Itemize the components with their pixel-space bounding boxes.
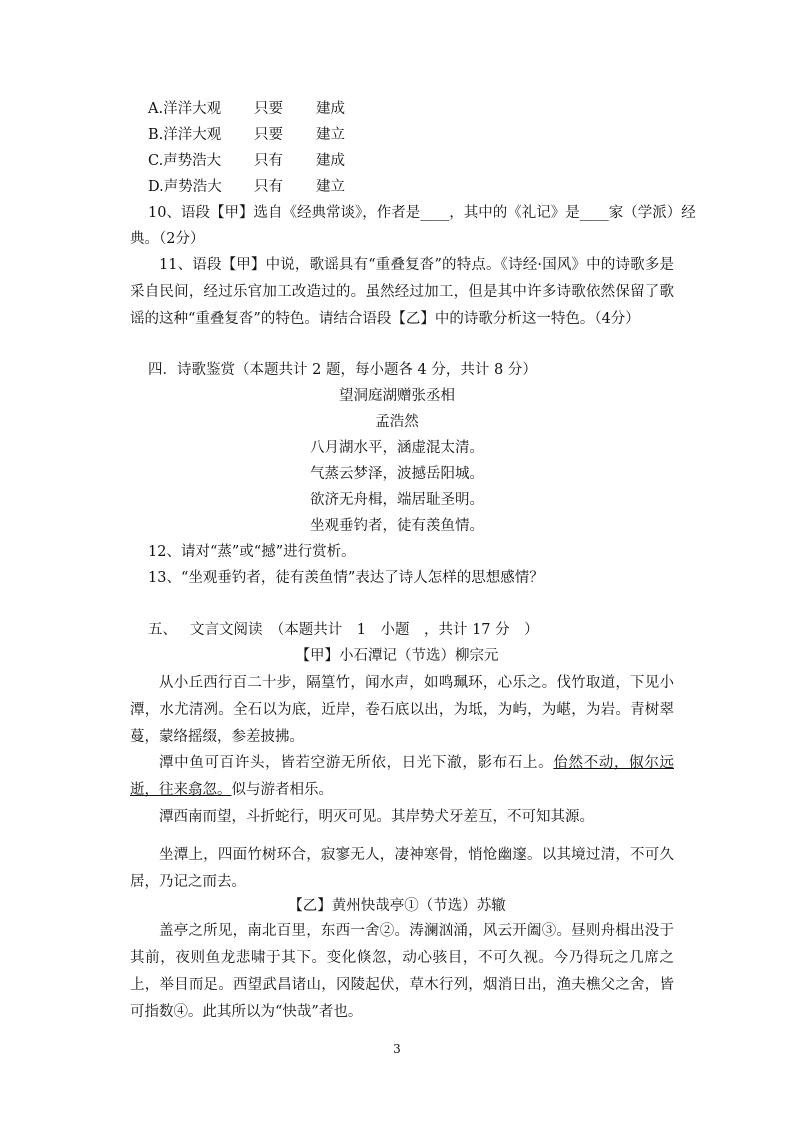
paragraph-text: 似与游者相乐。 <box>231 782 333 798</box>
section-5-number: 五、 <box>148 622 177 638</box>
passage-yi-title: 【乙】黄州快哉亭①（节选）苏辙 <box>288 898 506 914</box>
option-word: 只有 <box>254 153 283 169</box>
option-word: 建立 <box>316 179 345 195</box>
option-word: 只要 <box>254 101 283 117</box>
option-word: 只要 <box>254 127 283 143</box>
passage-yi-paragraph: 盖亭之所见，南北百里，东西一舍②。涛澜汹涌，风云开阖③。昼则舟楫出没于其前，夜则鱼龙悲啸于其下。变化倏忽，动心骇目，不可久视。今乃得玩之几席之上，举目而足。西望武昌诸山，冈陵起伏，草木行列，烟消日出，渔夫樵父之舍，皆可指数④。此其所以为“快哉”者也。 <box>130 923 674 1020</box>
option-text: A.洋洋大观 <box>148 101 222 117</box>
section-4-heading: 四．诗歌鉴赏（本题共计 2 题，每小题各 4 分，共计 8 分） <box>148 362 537 378</box>
option-text: C.声势浩大 <box>148 153 222 169</box>
option-word: 建成 <box>316 153 345 169</box>
poem-title: 望洞庭湖赠张丞相 <box>339 388 455 404</box>
section-5-heading: 文言文阅读 （本题共计 1 小题 ，共计 17 分 ） <box>190 622 539 638</box>
poem-line-3: 欲济无舟楫，端居耻圣明。 <box>310 492 484 508</box>
option-word: 只有 <box>254 179 283 195</box>
poem-line-2: 气蒸云梦泽，波撼岳阳城。 <box>310 466 484 482</box>
passage-jia-paragraph-2 <box>130 750 674 804</box>
underlined-sentence: 佁然不动，俶尔远逝，往来翕忽。 <box>130 755 675 798</box>
option-word: 建立 <box>316 127 345 143</box>
poem-line-1: 八月湖水平，涵虚混太清。 <box>310 440 484 456</box>
question-11: 11、语段【甲】中说，歌谣具有“重叠复沓”的特点。《诗经·国风》中的诗歌多是采自民间，经过乐官加工改造过的。虽然经过加工，但是其中许多诗歌依然保留了歌谣的这种“重叠复沓”的特色。请结合语段【乙】中的诗歌分析这一特色。（4分） <box>130 257 674 327</box>
question-12: 12、请对“蒸”或“撼”进行赏析。 <box>148 544 356 560</box>
poem-author: 孟浩然 <box>375 414 419 430</box>
question-10-line2: 典。（2分） <box>130 231 205 247</box>
question-13: 13、“坐观垂钓者，徒有羡鱼情”表达了诗人怎样的思想感情？ <box>148 570 544 586</box>
option-word: 建成 <box>316 101 345 117</box>
passage-jia-paragraph-1: 从小丘西行百二十步，隔篁竹，闻水声，如鸣珮环，心乐之。伐竹取道，下见小潭，水尤清冽。全石以为底，近岸，卷石底以出，为坻，为屿，为嵁，为岩。青树翠蔓，蒙络摇缀，参差披拂。 <box>130 675 674 745</box>
poem-line-4: 坐观垂钓者，徒有羡鱼情。 <box>310 518 484 534</box>
passage-jia-paragraph-4: 坐潭上，四面竹树环合，寂寥无人，凄神寒骨，悄怆幽邃。以其境过清，不可久居，乃记之而去。 <box>130 847 674 890</box>
option-text: B.洋洋大观 <box>148 127 222 143</box>
page-number: 3 <box>393 1042 401 1056</box>
option-text: D.声势浩大 <box>148 179 222 195</box>
paragraph-text: 潭中鱼可百许头，皆若空游无所依，日光下澈，影布石上。 <box>159 755 554 771</box>
question-10-line1: 10、语段【甲】选自《经典常谈》，作者是____，其中的《礼记》是____家（学派）经 <box>148 205 696 221</box>
passage-jia-paragraph-3: 潭西南而望，斗折蛇行，明灭可见。其岸势犬牙差互，不可知其源。 <box>159 809 594 825</box>
passage-jia-title: 【甲】小石潭记（节选）柳宗元 <box>295 648 499 664</box>
